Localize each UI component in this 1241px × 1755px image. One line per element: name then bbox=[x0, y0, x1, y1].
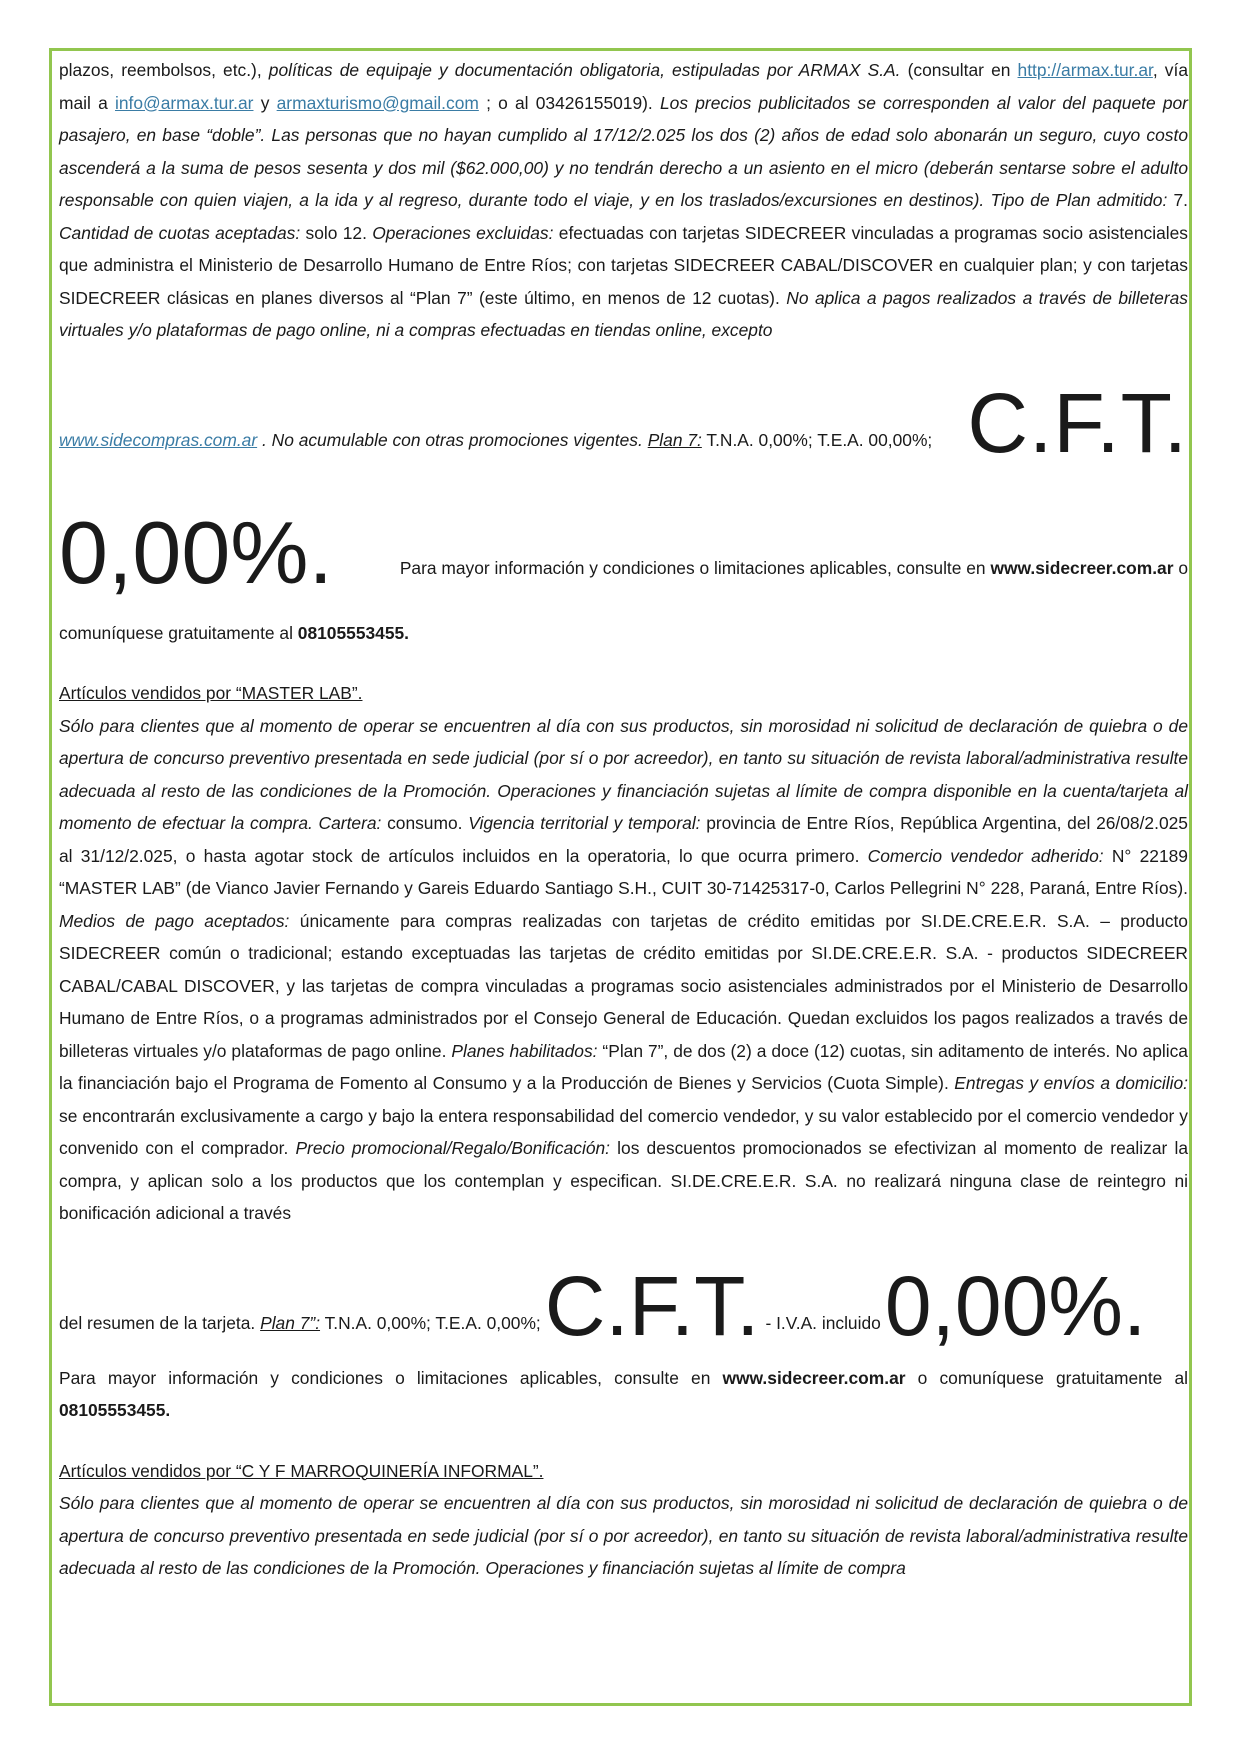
text: del resumen de la tarjeta. bbox=[59, 1313, 256, 1333]
label-medios: Medios de pago aceptados: bbox=[59, 910, 290, 931]
cft-line-1 bbox=[59, 347, 1188, 470]
value-cartera: consumo. bbox=[387, 813, 463, 833]
label-plan: Tipo de Plan admitido: bbox=[990, 190, 1168, 210]
text: comuníquese gratuitamente al bbox=[59, 622, 293, 643]
info-line-2 bbox=[59, 1362, 1188, 1427]
document-body bbox=[59, 54, 1188, 1585]
heading-master-lab: Artículos vendidos por “MASTER LAB”. bbox=[59, 683, 363, 703]
rates: T.N.A. 0,00%; T.E.A. 0,00%; bbox=[324, 1313, 541, 1333]
pct-big: 0,00%. bbox=[884, 1258, 1147, 1353]
text: ; o al 03426155019). bbox=[486, 92, 653, 113]
rates: T.N.A. 0,00%; T.E.A. 00,00%; bbox=[706, 430, 933, 450]
text: , vía mail a bbox=[59, 60, 1188, 113]
cft-big: C.F.T. bbox=[967, 375, 1188, 470]
link-sidecompras[interactable]: www.sidecompras.com.ar bbox=[59, 430, 258, 450]
label-entregas: Entregas y envíos a domicilio: bbox=[954, 1073, 1188, 1093]
text: Para mayor información y condiciones o limitaciones aplicables, consulte en bbox=[399, 558, 986, 578]
text: o comuníquese gratuitamente al bbox=[917, 1367, 1188, 1388]
text: (consultar en bbox=[907, 60, 1011, 80]
text: provincia de Entre Ríos, República Argentina, del 26/08/2.025 al 31/12/2.025, o hasta agotar stock de artículos incluidos en la operatoria, lo que ocurra primero. bbox=[59, 813, 1188, 866]
paragraph-cyf bbox=[59, 1487, 1188, 1585]
site-sidecreer: www.sidecreer.com.ar bbox=[990, 558, 1174, 578]
text: o bbox=[1178, 558, 1188, 578]
value-cuotas: solo 12. bbox=[305, 222, 367, 243]
info-line bbox=[361, 552, 1188, 597]
text: efectuadas con tarjetas SIDECREER vinculadas a programas socio asistenciales que administra el Ministerio de Desarrollo Humano de Entre Ríos; con tarjetas SIDECREER CABAL/DISCOVER en cualquier plan; y con tarjetas SIDECREER clásicas en planes diversos al “Plan 7” (este último, en menos de 12 cuotas). bbox=[59, 222, 1188, 308]
cft-line-2-text bbox=[59, 1307, 541, 1348]
phone: 08105553455. bbox=[59, 1400, 171, 1420]
phone: 08105553455. bbox=[297, 622, 410, 643]
label-comercio: Comercio vendedor adherido: bbox=[867, 845, 1104, 866]
text: únicamente para compras realizadas con tarjetas de crédito emitidas por SI.DE.CRE.E.R. S.A. – producto SIDECREER común o tradicional; estando exceptuadas las tarjetas de crédito emitidas por SI.DE.CRE.E.R. S.A. - productos SIDECREER CABAL/CABAL DISCOVER, y las tarjetas de compra vinculadas a programas socio asistenciales administrados por el Ministerio de Desarrollo Humano de Entre Ríos, o a programas administrados por el Consejo General de Educación. Quedan excluidos los pagos realizados a través de billeteras virtuales y/o plataformas de pago online. bbox=[59, 910, 1188, 1061]
text-italic: Sólo para clientes que al momento de operar se encuentren al día con sus productos, sin morosidad ni solicitud de declaración de quiebra o de apertura de concurso preventivo presentada en sede judicial (por sí o por acreedor), en tanto su situación de revista laboral/administrativa resulte adecuada al resto de las condiciones de la Promoción. Operaciones y financiación sujetas al límite de compra bbox=[59, 1493, 1188, 1578]
site-sidecreer: www.sidecreer.com.ar bbox=[722, 1367, 906, 1388]
pct-line-1 bbox=[59, 465, 1188, 602]
text-italic: Sólo para clientes que al momento de operar se encuentren al día con sus productos, sin morosidad ni solicitud de declaración de quiebra o de apertura de concurso preventivo presentada en sede judicial (por sí o por acreedor), en tanto su situación de revista laboral/administrativa resulte adecuada al resto de las condiciones de la Promoción. Operaciones y financiación sujetas al límite de compra disponible en la cuenta/tarjeta al momento de efectuar la compra. bbox=[59, 715, 1188, 833]
spacer bbox=[59, 1427, 1188, 1455]
text: y bbox=[260, 92, 270, 113]
pct-big: 0,00%. bbox=[59, 502, 333, 602]
text: Para mayor información y condiciones o limitaciones aplicables, consulte en bbox=[59, 1367, 711, 1388]
label-planes: Planes habilitados: bbox=[451, 1040, 598, 1061]
label-vigencia: Vigencia territorial y temporal: bbox=[468, 813, 701, 833]
cft-big: C.F.T. bbox=[544, 1258, 760, 1353]
paragraph-armax-terms bbox=[59, 54, 1188, 347]
iva-label: - I.V.A. incluido bbox=[765, 1313, 881, 1333]
value-plan: 7. bbox=[1173, 190, 1188, 210]
label-plan7: Plan 7”: bbox=[260, 1313, 321, 1333]
label-cartera: Cartera: bbox=[318, 813, 382, 833]
label-cuotas: Cantidad de cuotas aceptadas: bbox=[59, 222, 301, 243]
paragraph-master-lab bbox=[59, 710, 1188, 1230]
link-mail-armaxturismo[interactable]: armaxturismo@gmail.com bbox=[276, 92, 479, 113]
text: plazos, reembolsos, etc.), bbox=[59, 60, 262, 80]
link-armax-web[interactable]: http://armax.tur.ar bbox=[1017, 60, 1153, 80]
link-mail-info[interactable]: info@armax.tur.ar bbox=[115, 92, 254, 113]
text-italic: políticas de equipaje y documentación obligatoria, estipuladas por ARMAX S.A. bbox=[268, 60, 901, 80]
text: “Plan 7”, de dos (2) a doce (12) cuotas, sin aditamento de interés. No aplica la financiación bajo el Programa de Fomento al Consumo y a la Producción de Bienes y Servicios (Cuota Simple). bbox=[59, 1040, 1188, 1093]
text: N° 22189 “MASTER LAB” (de Vianco Javier Fernando y Gareis Eduardo Santiago S.H., CUIT 30-71425317-0, Carlos Pellegrini N° 228, Paraná, Entre Ríos). bbox=[59, 845, 1188, 898]
heading-cyf: Artículos vendidos por “C Y F MARROQUINERÍA INFORMAL”. bbox=[59, 1460, 544, 1481]
text-italic: Los precios publicitados se corresponden al valor del paquete por pasajero, en base “doble”. Las personas que no hayan cumplido al 17/12/2.025 los dos (2) años de edad solo abonarán un seguro, cuyo costo ascenderá a la suma de pesos sesenta y dos mil ($62.000,00) y no tendrán derecho a un asiento en el micro (deberán sentarse sobre el adulto responsable con quien viajen, a la ida y al regreso, durante todo el viaje, y en los traslados/excursiones en destinos). bbox=[59, 92, 1188, 210]
label-plan7: Plan 7: bbox=[647, 430, 702, 450]
info-phone-line bbox=[59, 617, 1188, 650]
cft-line-1-text bbox=[59, 424, 932, 465]
label-precio: Precio promocional/Regalo/Bonificación: bbox=[295, 1138, 610, 1158]
text-italic: No aplica a pagos realizados a través de billeteras virtuales y/o plataformas de pago online, ni a compras efectuadas en tiendas online, excepto bbox=[59, 287, 1188, 340]
text: los descuentos promocionados se efectivizan al momento de realizar la compra, y aplican solo a los productos que los contemplan y especifican. SI.DE.CRE.E.R. S.A. no realizará ninguna clase de reintegro ni bonificación adicional a través bbox=[59, 1138, 1188, 1223]
spacer bbox=[59, 649, 1188, 677]
label-excluidas: Operaciones excluidas: bbox=[372, 222, 554, 243]
text: se encontrarán exclusivamente a cargo y bajo la entera responsabilidad del comercio vendedor, y su valor establecido por el comercio vendedor y convenido con el comprador. bbox=[59, 1105, 1188, 1158]
text-italic: . No acumulable con otras promociones vigentes. bbox=[261, 430, 643, 450]
cft-line-2 bbox=[59, 1230, 1188, 1353]
